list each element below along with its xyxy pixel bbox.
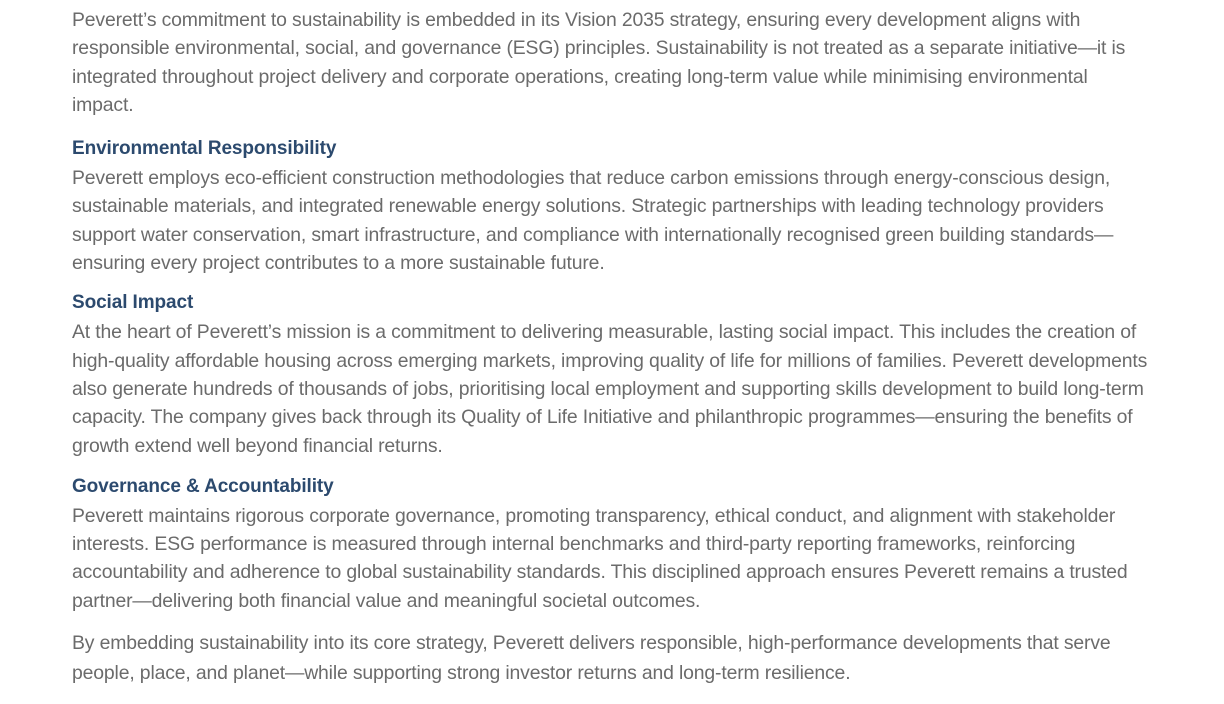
section-heading-social: Social Impact <box>72 292 194 314</box>
section-body-environmental: Peverett employs eco-efficient construction methodologies that reduce carbon emissions through energy-conscious design, sustainable materials, and integrated renewable energy solutions. Strategic partnerships with leading technology providers support water conservation, smart infrastructure, and compliance with internationally recognised green building standards—ensuring every project contributes to a more sustainable future. <box>72 167 1114 275</box>
section-body-social: At the heart of Peverett’s mission is a commitment to delivering measurable, lasting social impact. This includes the creation of high-quality affordable housing across emerging markets, improving quality of life for millions of families. Peverett developments also generate hundreds of thousands of jobs, prioritising local employment and supporting skills development to build long-term capacity. The company gives back through its Quality of Life Initiative and philanthropic programmes—ensuring the benefits of growth extend well beyond financial returns. <box>72 321 1148 457</box>
section-heading-governance: Governance & Accountability <box>72 475 334 497</box>
section-body-governance: Peverett maintains rigorous corporate governance, promoting transparency, ethical conduct, and alignment with stakeholder interests. ESG performance is measured through internal benchmarks and third-party reporting frameworks, reinforcing accountability and adherence to global sustainability standards. This disciplined approach ensures Peverett remains a trusted partner—delivering both financial value and meaningful societal outcomes. <box>72 504 1128 612</box>
section-heading-environmental: Environmental Responsibility <box>72 138 337 160</box>
sustainability-article <box>72 6 1152 688</box>
closing-paragraph: By embedding sustainability into its core strategy, Peverett delivers responsible, high-performance developments that serve people, place, and planet—while supporting strong investor returns and long-term resilience. <box>72 632 1111 684</box>
intro-paragraph: Peverett’s commitment to sustainability is embedded in its Vision 2035 strategy, ensuring every development aligns with responsible environmental, social, and governance (ESG) principles. Sustainability is not treated as a separate initiative—it is integrated throughout project delivery and corporate operations, creating long-term value while minimising environmental impact. <box>72 9 1126 116</box>
